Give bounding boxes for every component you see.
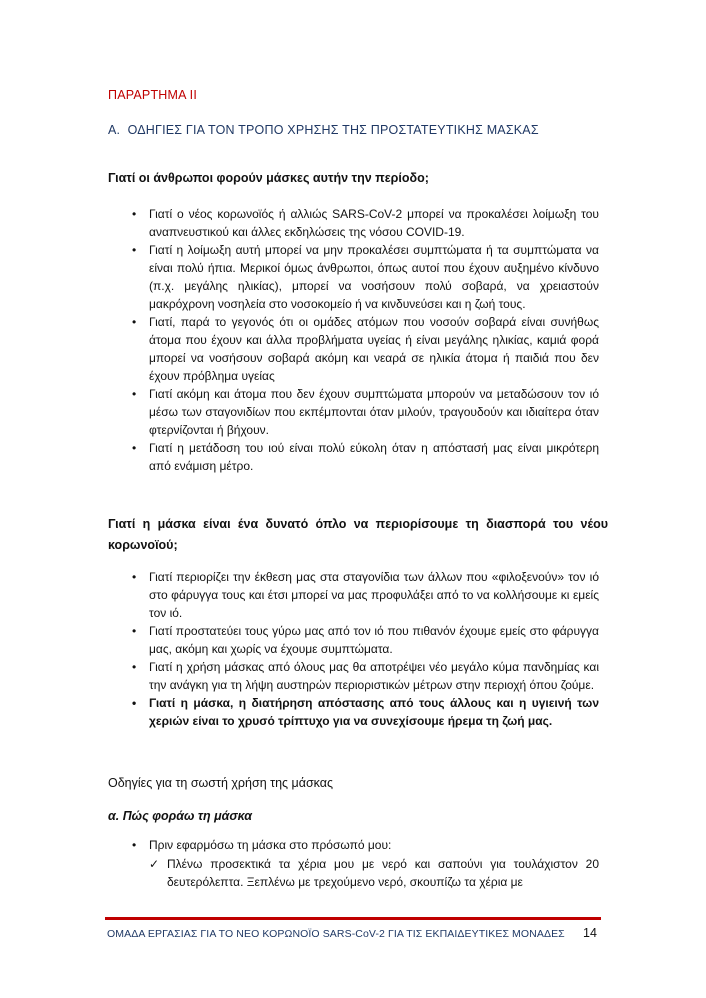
page-number: 14 (583, 926, 597, 940)
list-item: • Γιατί η μάσκα, η διατήρηση απόστασης από τους άλλους και η υγιεινή των χεριών είναι το χρυσό τρίπτυχο για να συνεχίσουμε ήρεμα τη ζωή μας. (132, 696, 599, 728)
list-item: • Γιατί, παρά το γεγονός ότι οι ομάδες ατόμων που νοσούν σοβαρά είναι συνήθως άτομα που έχουν και άλλα προβλήματα υγείας ή είναι μεγάλης ηλικίας, καμιά φορά μπορεί να νοσήσουν σοβαρά ακόμη και νεαρά σε ηλικία άτομα ή παιδιά που δεν έχουν πρόβλημα υγείας (132, 315, 599, 383)
list-item: • Γιατί η χρήση μάσκας από όλους μας θα αποτρέψει νέο μεγάλο κύμα πανδημίας και την ανάγκη για τη λήψη αυστηρών περιοριστικών μέτρων στην περιοχή όπου ζούμε. (132, 660, 599, 692)
bullet-icon: • (132, 624, 137, 638)
bullet-icon: • (132, 207, 137, 221)
bullet-icon: • (132, 696, 137, 710)
bullet-icon: • (132, 315, 137, 329)
list-item: • Πριν εφαρμόσω τη μάσκα στο πρόσωπό μου: (132, 838, 392, 852)
list-item: • Γιατί ακόμη και άτομα που δεν έχουν συμπτώματα μπορούν να μεταδώσουν τον ιό μέσω των σταγονιδίων που εκπέμπονται όταν μιλούν, τραγουδούν και ιδιαίτερα όταν φτερνίζονται ή βήχουν. (132, 387, 599, 437)
bullet-icon: • (132, 387, 137, 401)
bullet-icon: • (132, 570, 137, 584)
why-masks-heading: Γιατί οι άνθρωποι φορούν μάσκες αυτήν την περίοδο; (108, 171, 429, 185)
mask-weapon-heading: Γιατί η μάσκα είναι ένα δυνατό όπλο να περιορίσουμε τη διασπορά του νέου κορωνοϊού; (108, 517, 608, 552)
list-item: • Γιατί περιορίζει την έκθεση μας στα σταγονίδια των άλλων που «φιλοξενούν» τον ιό στο φάρυγγα τους και έτσι μπορεί να μας προφυλάξει από το να κολλήσουμε κι εμείς τον ιό. (132, 570, 599, 620)
list-item: • Γιατί η μετάδοση του ιού είναι πολύ εύκολη όταν η απόστασή μας είναι μικρότερη από ενάμιση μέτρο. (132, 441, 599, 473)
appendix-title: ΠΑΡΑΡΤΗΜΑ ΙΙ (108, 88, 197, 102)
why-masks-list (0, 205, 599, 475)
mask-weapon-list (0, 568, 599, 730)
footer-text: ΟΜΑΔΑ ΕΡΓΑΣΙΑΣ ΓΙΑ ΤΟ ΝΕΟ ΚΟΡΩΝΟΪΟ SARS-CoV-2 ΓΙΑ ΤΙΣ ΕΚΠΑΙΔΕΥΤΙΚΕΣ ΜΟΝΑΔΕΣ (107, 928, 565, 940)
instructions-subheading: α. Πώς φοράω τη μάσκα (108, 809, 253, 823)
list-item: ✓ Πλένω προσεκτικά τα χέρια μου με νερό και σαπούνι για τουλάχιστον 20 δευτερόλεπτα. Ξεπλένω με τρεχούμενο νερό, σκουπίζω τα χέρια με (149, 857, 599, 889)
bullet-icon: • (132, 243, 137, 257)
instructions-list (0, 836, 599, 854)
instructions-heading: Οδηγίες για τη σωστή χρήση της μάσκας (108, 776, 334, 790)
list-item: • Γιατί ο νέος κορωνοϊός ή αλλιώς SARS-CoV-2 μπορεί να προκαλέσει λοίμωξη του αναπνευστικού και άλλες εκδηλώσεις της νόσου COVID-19. (132, 207, 599, 239)
section-a-title: ΟΔΗΓΙΕΣ ΓΙΑ ΤΟΝ ΤΡΟΠΟ ΧΡΗΣΗΣ ΤΗΣ ΠΡΟΣΤΑΤΕΥΤΙΚΗΣ ΜΑΣΚΑΣ (127, 123, 539, 137)
section-a-heading (108, 123, 539, 137)
bullet-icon: • (132, 838, 137, 852)
section-a-label: Α. (108, 123, 121, 137)
footer-divider (105, 917, 601, 920)
bullet-icon: • (132, 441, 137, 455)
list-item: • Γιατί η λοίμωξη αυτή μπορεί να μην προκαλέσει συμπτώματα ή τα συμπτώματα να είναι πολύ ήπια. Μερικοί όμως άνθρωποι, όπως αυτοί που έχουν αυξημένο κίνδυνο (π.χ. μεγάλης ηλικίας), μπορεί να νοσήσουν πολύ σοβαρά, να χρειαστούν μακρόχρονη νοσηλεία στο νοσοκομείο ή να κινδυνεύσει και η ζωή τους. (132, 243, 599, 311)
list-item: • Γιατί προστατεύει τους γύρω μας από τον ιό που πιθανόν έχουμε εμείς στο φάρυγγα μας, ακόμη και χωρίς να έχουμε συμπτώματα. (132, 624, 599, 656)
checkmark-icon: ✓ (149, 857, 160, 871)
bullet-icon: • (132, 660, 137, 674)
instructions-check-list (0, 855, 599, 891)
